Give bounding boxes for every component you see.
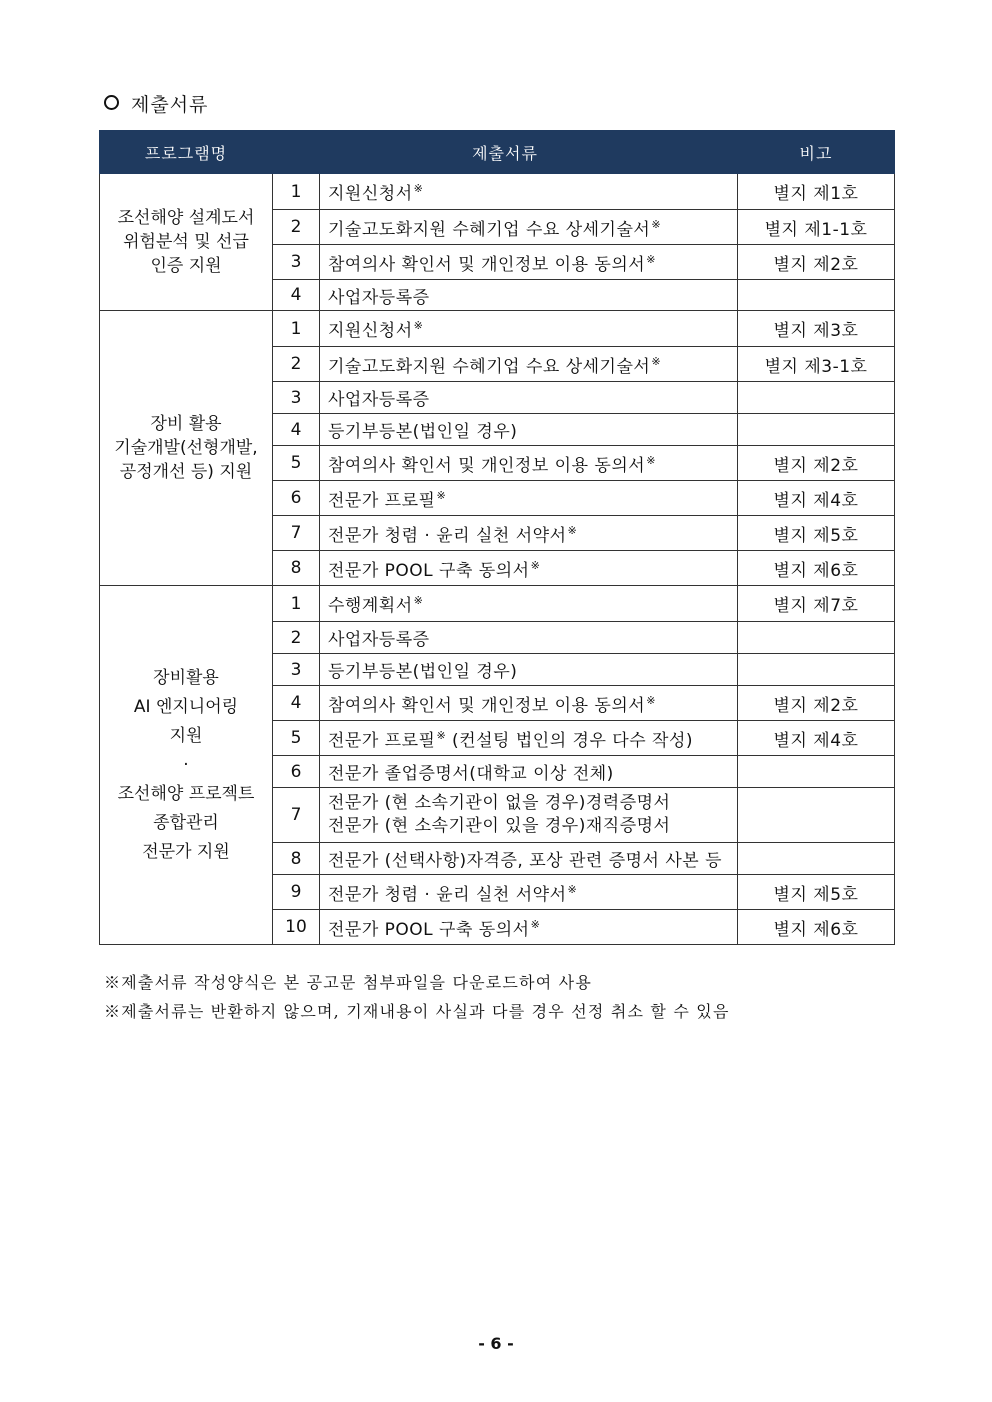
note-cell [738, 414, 895, 446]
program-name-line: 공정개선 등) 지원 [119, 462, 253, 482]
row-number: 3 [273, 245, 320, 280]
note-cell: 별지 제3호 [738, 311, 895, 347]
table-row [100, 174, 895, 210]
document-name: 전문가 POOL 구축 동의서 [328, 560, 530, 581]
note-cell: 별지 제5호 [738, 516, 895, 551]
row-number: 7 [273, 788, 320, 843]
reference-mark-icon: ※ [567, 882, 578, 896]
document-name: 참여의사 확인서 및 개인정보 이용 동의서 [328, 695, 646, 716]
document-name-cell [320, 245, 738, 280]
note-cell: 별지 제7호 [738, 586, 895, 622]
program-name-line: 전문가 지원 [142, 841, 230, 862]
row-number: 2 [273, 210, 320, 245]
note-cell: 별지 제2호 [738, 686, 895, 721]
table-body [100, 174, 895, 945]
document-name-cell [320, 654, 738, 686]
row-number: 3 [273, 654, 320, 686]
note-cell [738, 788, 895, 843]
document-name-cell [320, 586, 738, 622]
document-name-cell [320, 516, 738, 551]
document-name: 전문가 졸업증명서(대학교 이상 전체) [328, 764, 614, 784]
document-name-cell [320, 721, 738, 756]
reference-mark-icon: ※ [436, 728, 447, 742]
document-name: 기술고도화지원 수혜기업 수요 상세기술서 [328, 219, 651, 240]
document-name-cell [320, 756, 738, 788]
document-name-cell [320, 446, 738, 481]
document-name: 전문가 청렴 · 윤리 실천 서약서 [328, 525, 567, 546]
document-name: 전문가 POOL 구축 동의서 [328, 919, 530, 940]
document-name-cell [320, 347, 738, 382]
program-name-line: 인증 지원 [150, 256, 222, 276]
row-number: 5 [273, 721, 320, 756]
row-number: 1 [273, 174, 320, 210]
document-name: 사업자등록증 [328, 390, 430, 410]
footnotes [104, 968, 730, 1026]
document-name: 참여의사 확인서 및 개인정보 이용 동의서 [328, 455, 646, 476]
document-name-cell [320, 686, 738, 721]
header-note: 비고 [738, 131, 895, 174]
document-name-cell [320, 280, 738, 311]
program-name-line: 조선해양 프로젝트 [117, 783, 255, 804]
program-name-line: 장비활용 [153, 667, 219, 688]
row-number: 1 [273, 311, 320, 347]
header-documents: 제출서류 [273, 131, 738, 174]
reference-mark-icon: ※ [413, 319, 424, 332]
note-cell: 별지 제1호 [738, 174, 895, 210]
document-name: 전문가 (현 소속기관이 없을 경우)경력증명서 [328, 793, 671, 813]
document-name: 기술고도화지원 수혜기업 수요 상세기술서 [328, 356, 651, 377]
table-row [100, 586, 895, 622]
note-cell: 별지 제2호 [738, 245, 895, 280]
document-name: 전문가 청렴 · 윤리 실천 서약서 [328, 884, 567, 905]
reference-mark-icon: ※ [436, 488, 447, 502]
note-cell: 별지 제4호 [738, 721, 895, 756]
document-name: 지원신청서 [328, 321, 413, 341]
reference-mark-icon: ※ [413, 594, 424, 607]
note-cell: 별지 제1-1호 [738, 210, 895, 245]
document-name-cell [320, 622, 738, 654]
document-name: 지원신청서 [328, 184, 413, 204]
program-name-line: 장비 활용 [150, 414, 222, 434]
note-cell: 별지 제6호 [738, 910, 895, 945]
document-name-line2: 전문가 (현 소속기관이 있을 경우)재직증명서 [328, 816, 671, 836]
document-name-cell [320, 551, 738, 586]
reference-mark-icon: ※ [413, 182, 424, 195]
program-name-cell [100, 586, 273, 945]
document-name: 전문가 (선택사항)자격증, 포상 관련 증명서 사본 등 [328, 851, 723, 871]
document-name: 사업자등록증 [328, 630, 430, 650]
document-name-cell [320, 843, 738, 875]
reference-mark-icon: ※ [651, 217, 662, 231]
row-number: 4 [273, 280, 320, 311]
note-cell [738, 654, 895, 686]
row-number: 2 [273, 347, 320, 382]
reference-mark-icon: ※ [530, 558, 541, 572]
section-heading [104, 90, 208, 117]
row-number: 7 [273, 516, 320, 551]
document-name-cell [320, 875, 738, 910]
footnote: ※제출서류는 반환하지 않으며, 기재내용이 사실과 다를 경우 선정 취소 할 수 있음 [104, 1002, 730, 1021]
row-number: 4 [273, 414, 320, 446]
note-cell [738, 756, 895, 788]
row-number: 4 [273, 686, 320, 721]
document-name-cell [320, 788, 738, 843]
program-name-line: · [183, 754, 189, 775]
program-name-line: 조선해양 설계도서 [117, 208, 255, 228]
document-name-cell [320, 311, 738, 347]
row-number: 1 [273, 586, 320, 622]
page-number: - 6 - [478, 1334, 514, 1353]
note-cell: 별지 제4호 [738, 481, 895, 516]
row-number: 8 [273, 843, 320, 875]
reference-mark-icon: ※ [530, 917, 541, 931]
note-cell [738, 622, 895, 654]
reference-mark-icon: ※ [646, 693, 656, 707]
header-program: 프로그램명 [100, 131, 273, 174]
row-number: 9 [273, 875, 320, 910]
note-cell: 별지 제6호 [738, 551, 895, 586]
document-name-cell [320, 910, 738, 945]
program-name-line: 기술개발(선형개발, [114, 438, 258, 458]
document-name-cell [320, 481, 738, 516]
note-cell [738, 382, 895, 414]
row-number: 8 [273, 551, 320, 586]
document-name-cell [320, 382, 738, 414]
document-name-cell [320, 174, 738, 210]
row-number: 6 [273, 481, 320, 516]
document-name-suffix: (컨설팅 법인의 경우 다수 작성) [446, 730, 694, 751]
program-name-line: 종합관리 [153, 812, 219, 833]
document-name-cell [320, 210, 738, 245]
row-number: 3 [273, 382, 320, 414]
reference-mark-icon: ※ [646, 252, 656, 266]
reference-mark-icon: ※ [651, 354, 662, 368]
document-name-cell [320, 414, 738, 446]
documents-table [99, 130, 895, 945]
document-name: 등기부등본(법인일 경우) [328, 422, 518, 442]
section-heading-text: 제출서류 [131, 94, 209, 116]
note-cell [738, 280, 895, 311]
circle-bullet-icon [104, 95, 119, 110]
document-name: 참여의사 확인서 및 개인정보 이용 동의서 [328, 254, 646, 275]
program-name-cell [100, 174, 273, 311]
reference-mark-icon: ※ [567, 523, 578, 537]
document-name: 수행계획서 [328, 596, 413, 616]
table-header-row [100, 131, 895, 174]
document-name: 전문가 프로필 [328, 730, 436, 751]
program-name-line: 위험분석 및 선급 [123, 232, 249, 252]
note-cell: 별지 제3-1호 [738, 347, 895, 382]
program-name-line: AI 엔지니어링 [133, 696, 239, 717]
footnote: ※제출서류 작성양식은 본 공고문 첨부파일을 다운로드하여 사용 [104, 973, 592, 992]
program-name-cell [100, 311, 273, 586]
program-name-line: 지원 [169, 725, 203, 746]
row-number: 5 [273, 446, 320, 481]
note-cell [738, 843, 895, 875]
row-number: 10 [273, 910, 320, 945]
document-name: 전문가 프로필 [328, 490, 436, 511]
table-row [100, 311, 895, 347]
reference-mark-icon: ※ [646, 453, 656, 467]
row-number: 2 [273, 622, 320, 654]
document-name: 등기부등본(법인일 경우) [328, 662, 518, 682]
note-cell: 별지 제5호 [738, 875, 895, 910]
note-cell: 별지 제2호 [738, 446, 895, 481]
document-name: 사업자등록증 [328, 287, 430, 308]
row-number: 6 [273, 756, 320, 788]
